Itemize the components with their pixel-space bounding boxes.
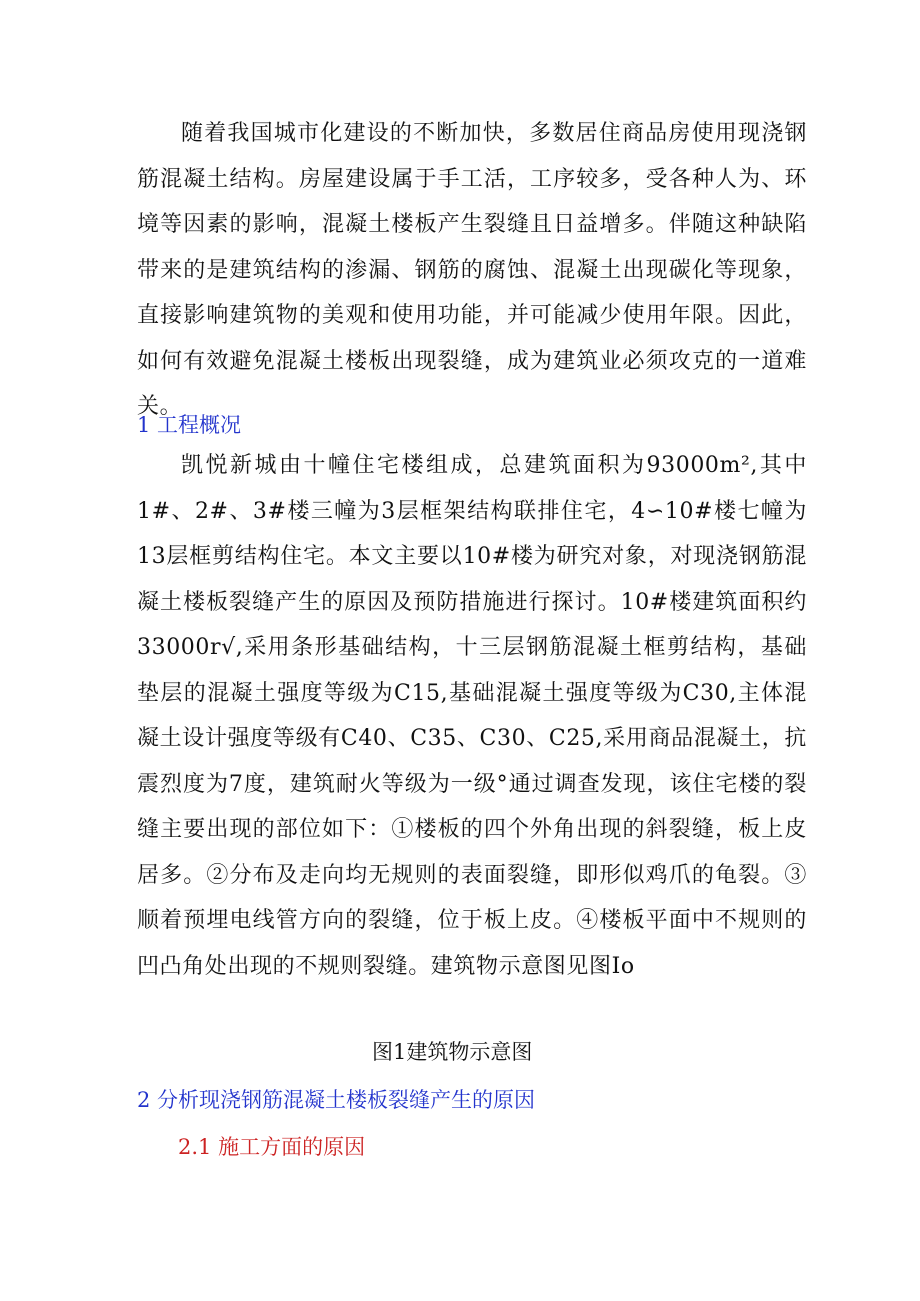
figure-caption: 图1建筑物示意图 [372, 1040, 533, 1064]
project-overview-paragraph: 凯悦新城由十幢住宅楼组成，总建筑面积为93000m²,其中1#、2#、3#楼三幢为3层框架结构联排住宅，4∽10#楼七幢为13层框剪结构住宅。本文主要以10#楼为研究对象，对现浇钢筋混凝土楼板裂缝产生的原因及预防措施进行探讨。10#楼建筑面积约33000r√,采用条形基础结构，十三层钢筋混凝土框剪结构，基础垫层的混凝土强度等级为C15,基础混凝土强度等级为C30,主体混凝土设计强度等级有C40、C35、C30、C25,采用商品混凝土，抗震烈度为7度，建筑耐火等级为一级°通过调查发现，该住宅楼的裂缝主要出现的部位如下：①楼板的四个外角出现的斜裂缝，板上皮居多。②分布及走向均无规则的表面裂缝，即形似鸡爪的龟裂。③顺着预埋电线管方向的裂缝，位于板上皮。④楼板平面中不规则的凹凸角处出现的不规则裂缝。建筑物示意图见图Io [137, 453, 807, 979]
section-heading-2: 2 分析现浇钢筋混凝土楼板裂缝产生的原因 [137, 1088, 536, 1112]
intro-paragraph: 随着我国城市化建设的不断加快，多数居住商品房使用现浇钢筋混凝土结构。房屋建设属于手工活，工序较多，受各种人为、环境等因素的影响，混凝土楼板产生裂缝且日益增多。伴随这种缺陷带来的是建筑结构的渗漏、钢筋的腐蚀、混凝土出现碳化等现象，直接影响建筑物的美观和使用功能，并可能减少使用年限。因此，如何有效避免混凝土楼板出现裂缝，成为建筑业必须攻克的一道难关。 [137, 121, 807, 419]
subsection-heading-2-1: 2.1 施工方面的原因 [178, 1135, 366, 1159]
section-heading-1: 1 工程概况 [137, 413, 242, 437]
